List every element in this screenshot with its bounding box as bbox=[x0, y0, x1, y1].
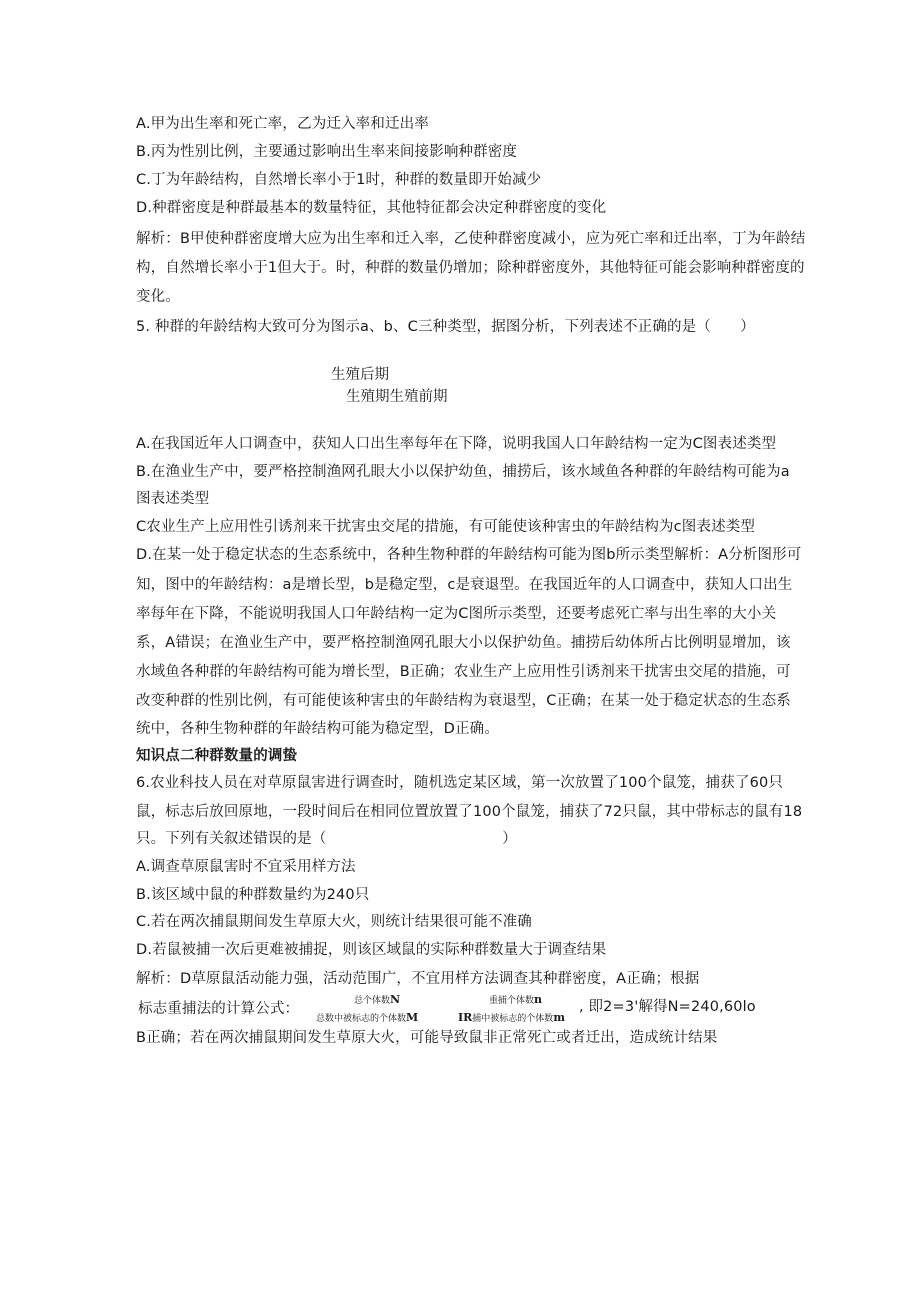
q5-option-d: D.在某一处于稳定状态的生态系统中，各种生物种群的年龄结构可能为图b所示类型解析：A分析图形可 bbox=[136, 547, 802, 563]
q5-analysis: 系，A错误；在渔业生产中，要严格控制渔网孔眼大小以保护幼鱼。捕捞后幼体所占比例明显增加，该 bbox=[136, 635, 791, 651]
q6-analysis: 解析：D草原鼠活动能力强，活动范围广，不宜用样方法调查其种群密度，A正确；根据 bbox=[136, 971, 700, 987]
fraction-1-numerator-text: 总个体数 bbox=[354, 996, 391, 1006]
option-a-line: A.甲为出生率和死亡率，乙为迁入率和迁出率 bbox=[136, 116, 429, 132]
formula-intro: 标志重捕法的计算公式： bbox=[138, 1001, 300, 1017]
section-heading: 知识点二种群数量的调蛰 bbox=[136, 748, 298, 764]
q5-option-b: B.在渔业生产中，要严格控制渔网孔眼大小以保护幼鱼，捕捞后，该水域鱼各种群的年龄结构可能为a bbox=[136, 464, 790, 480]
q6-option-b: B.该区域中鼠的种群数量约为240只 bbox=[136, 887, 370, 903]
q6-option-d: D.若鼠被捕一次后更难被捕捉，则该区域鼠的实际种群数量大于调查结果 bbox=[136, 942, 607, 958]
q5-option-a: A.在我国近年人口调查中，获知人口出生率每年在下降，说明我国人口年龄结构一定为C图表述类型 bbox=[136, 436, 777, 452]
figure-label-reproductive: 生殖期生殖前期 bbox=[346, 389, 448, 405]
fraction-1-denominator bbox=[316, 1012, 418, 1025]
q5-analysis: 水域鱼各种群的年龄结构可能为增长型，B正确；农业生产上应用性引诱剂来干扰害虫交尾的措施，可 bbox=[136, 664, 791, 680]
option-d-line: D.种群密度是种群最基本的数量特征，其他特征都会决定种群密度的变化 bbox=[136, 200, 607, 216]
fraction-2-denominator bbox=[458, 1012, 565, 1025]
q6-option-c: C.若在两次捕鼠期间发生草原大火，则统计结果很可能不准确 bbox=[136, 914, 532, 930]
formula-result: , 即2=3'解得N=240,60lo bbox=[579, 999, 756, 1015]
option-c-line: C.丁为年龄结构，自然增长率小于1时，种群的数量即开始减少 bbox=[136, 172, 542, 188]
fraction-2-denominator-var: m bbox=[553, 1011, 565, 1024]
question-6-stem: 6.农业科技人员在对草原鼠害进行调查时，随机选定某区域，第一次放置了100个鼠笼，捕获了60只 bbox=[136, 775, 784, 791]
q5-option-b-cont: 图表述类型 bbox=[136, 491, 210, 507]
figure-label-postreproductive: 生殖后期 bbox=[331, 367, 389, 383]
q5-analysis: 统中，各种生物种群的年龄结构可能为稳定型，D正确。 bbox=[136, 721, 499, 737]
fraction-2-numerator-text: 重捕个体数 bbox=[489, 996, 535, 1006]
fraction-2-denominator-text: 捕中被标志的个体数 bbox=[472, 1014, 554, 1024]
fraction-1-numerator bbox=[354, 994, 400, 1007]
fraction-1-numerator-var: N bbox=[390, 993, 401, 1006]
q6-analysis-cont: B正确；若在两次捕鼠期间发生草原大火，可能导致鼠非正常死亡或者迁出，造成统计结果 bbox=[136, 1030, 718, 1046]
q5-analysis: 率每年在下降，不能说明我国人口年龄结构一定为C图所示类型，还要考虑死亡率与出生率的大小关 bbox=[136, 606, 777, 622]
fraction-1-denominator-text: 总数中被标志的个体数 bbox=[316, 1014, 407, 1024]
q5-analysis: 改变种群的性别比例，有可能使该种害虫的年龄结构为衰退型，C正确；在某一处于稳定状态的生态系 bbox=[136, 693, 791, 709]
fraction-2-numerator-var: n bbox=[534, 993, 543, 1006]
fraction-2-denominator-prefix: IR bbox=[458, 1011, 473, 1024]
q6-option-a: A.调查草原鼠害时不宜采用样方法 bbox=[136, 859, 356, 875]
fraction-2-numerator bbox=[489, 994, 542, 1007]
analysis-line: 变化。 bbox=[136, 289, 180, 305]
fraction-1-denominator-var: M bbox=[406, 1011, 419, 1024]
question-5-stem: 5. 种群的年龄结构大致可分为图示a、b、C三种类型，据图分析，下列表述不正确的是（ ） bbox=[136, 319, 755, 335]
q5-analysis: 知，图中的年龄结构：a是增长型，b是稳定型，c是衰退型。在我国近年的人口调查中，获知人口出生 bbox=[136, 577, 793, 593]
analysis-line: 解析：B甲使种群密度增大应为出生率和迁入率，乙使种群密度减小，应为死亡率和迁出率，丁为年龄结 bbox=[136, 231, 806, 247]
question-6-stem: 只。下列有关叙述错误的是（ ） bbox=[136, 831, 517, 847]
analysis-line: 构，自然增长率小于1但大于。时，种群的数量仍增加；除种群密度外，其他特征可能会影响种群密度的 bbox=[136, 260, 805, 276]
option-b-line: B.丙为性别比例，主要通过影响出生率来间接影响种群密度 bbox=[136, 144, 518, 160]
q5-option-c: C农业生产上应用性引诱剂来干扰害虫交尾的措施，有可能使该种害虫的年龄结构为c图表述类型 bbox=[136, 519, 756, 535]
question-6-stem: 鼠，标志后放回原地，一段时间后在相同位置放置了100个鼠笼，捕获了72只鼠，其中带标志的鼠有18 bbox=[136, 804, 803, 820]
